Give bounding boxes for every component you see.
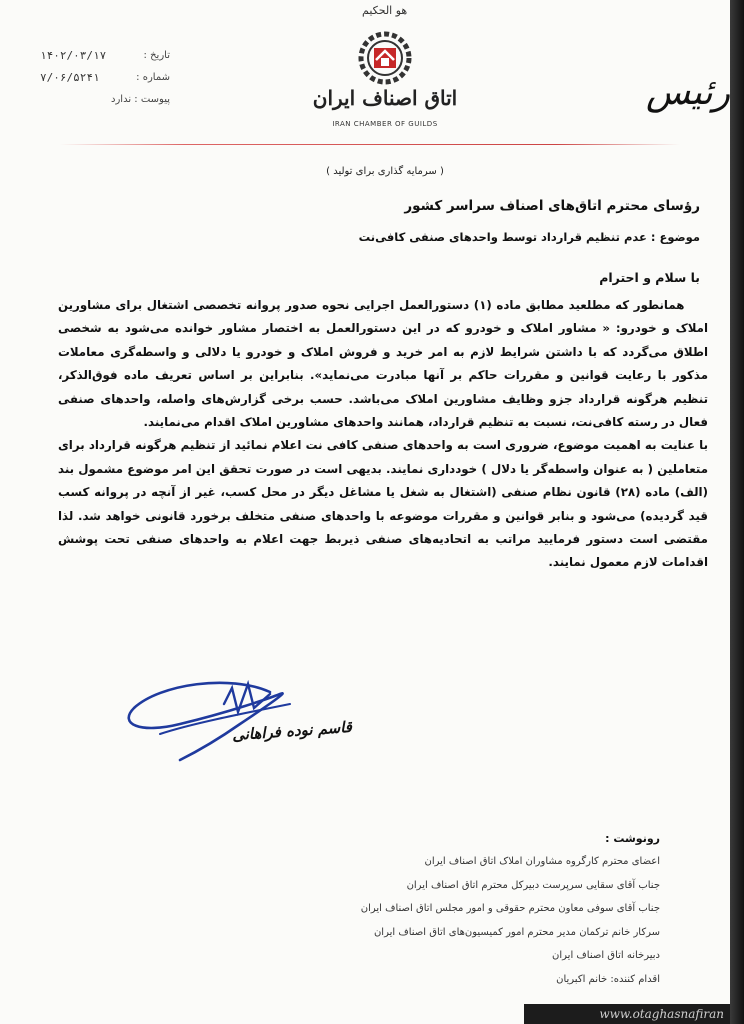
raees-mark: رئیس	[646, 72, 731, 113]
number-value: ۷/۰۶/۵۲۴۱	[40, 70, 100, 84]
addressee: رؤسای محترم اتاق‌های اصناف سراسر کشور	[404, 198, 700, 214]
slogan: ( سرمایه گذاری برای تولید )	[326, 166, 444, 177]
number-label: شماره :	[136, 71, 170, 83]
cc-item: اقدام کننده: خانم اکبریان	[556, 973, 660, 985]
date-label: تاریخ :	[143, 49, 170, 61]
signer-name: قاسم نوده فراهانی	[231, 717, 353, 745]
guild-chamber-logo	[350, 30, 420, 86]
cc-item: اعضای محترم کارگروه مشاوران املاک اتاق اصناف ایران	[424, 856, 660, 867]
footer-url: www.otaghasnafiran	[524, 1004, 730, 1024]
cc-item: دبیرخانه اتاق اصناف ایران	[552, 950, 660, 961]
org-name-fa: اتاق اصناف ایران	[312, 86, 458, 110]
attachment-label: پیوست : ندارد	[111, 93, 170, 105]
number-row	[40, 66, 170, 88]
cc-item: جناب آقای سوفی معاون محترم حقوقی و امور مجلس اتاق اصناف ایران	[360, 903, 660, 914]
cc-item: سرکار خانم ترکمان مدیر محترم امور کمیسیون‌های اتاق اصناف ایران	[373, 926, 660, 938]
date-value: ۱۴۰۲/۰۳/۱۷	[40, 48, 107, 62]
letter-body	[58, 294, 708, 575]
body-paragraph-2: با عنایت به اهمیت موضوع، ضروری است به واحدهای صنفی کافی نت اعلام نمائید از تنظیم هرگونه قرارداد برای متعاملین ( به عنوان واسطه‌گر یا دلال ) خودداری نمایند. بدیهی است در صورت تحقق این امر موضوع مشمول بند (الف) ماده (۲۸) قانون نظام صنفی (اشتغال به شغل یا مشاغل دیگر در محل کسب، غیر از آنچه در پروانه کسب قید گردیده) می‌شود و بنابر قوانین و مقررات موضوعه با واحدهای صنفی متخلف برخورد قانونی خواهد شد. لذا مقتضی است دستور فرمایید مراتب به اتحادیه‌های صنفی ذیربط جهت اعلام به واحدهای صنفی تحت پوشش اقدامات لازم معمول نمایند.	[58, 438, 708, 570]
basmala: هو الحکیم	[362, 4, 408, 17]
greeting: با سلام و احترام	[599, 270, 700, 285]
cc-item: جناب آقای سقایی سرپرست دبیرکل محترم اتاق اصناف ایران	[406, 879, 660, 891]
attachment-row	[40, 88, 170, 110]
org-name-en: IRAN CHAMBER OF GUILDS	[332, 120, 438, 128]
cc-title: رونوشت :	[605, 832, 660, 845]
subject-line: موضوع : عدم تنظیم قرارداد توسط واحدهای صنفی کافی‌نت	[358, 230, 700, 244]
letter-meta	[40, 44, 170, 110]
body-paragraph-1: همانطور که مطلعید مطابق ماده (۱) دستورالعمل اجرایی نحوه صدور پروانه تخصصی اشتغال برای مشاورین املاک و خودرو: « مشاور املاک و خودرو که در این دستورالعمل به اختصار مشاور خوانده می‌شود به شخصی اطلاق می‌گردد که با داشتن شرایط لازم به امر خرید و فروش املاک و خودرو یا دلالی و واسطه‌گری معاملات مذکور با رعایت قوانین و مقررات حاکم بر آنها مبادرت می‌نماید». بنابراین بر اساس تعریف ماده فوق‌الذکر، تنظیم هرگونه قرارداد جزو وظایف مشاورین املاک می‌باشد. حسب برخی گزارش‌های واصله، واحدهای صنفی فعال در رسته کافی‌نت، نسبت به تنظیم قرارداد، همانند واحدهای مشاورین املاک اقدام می‌نمایند.	[58, 298, 708, 430]
header-divider	[60, 144, 680, 145]
cc-list	[280, 850, 660, 991]
date-row	[40, 44, 170, 66]
page-edge-shadow	[730, 0, 744, 1024]
